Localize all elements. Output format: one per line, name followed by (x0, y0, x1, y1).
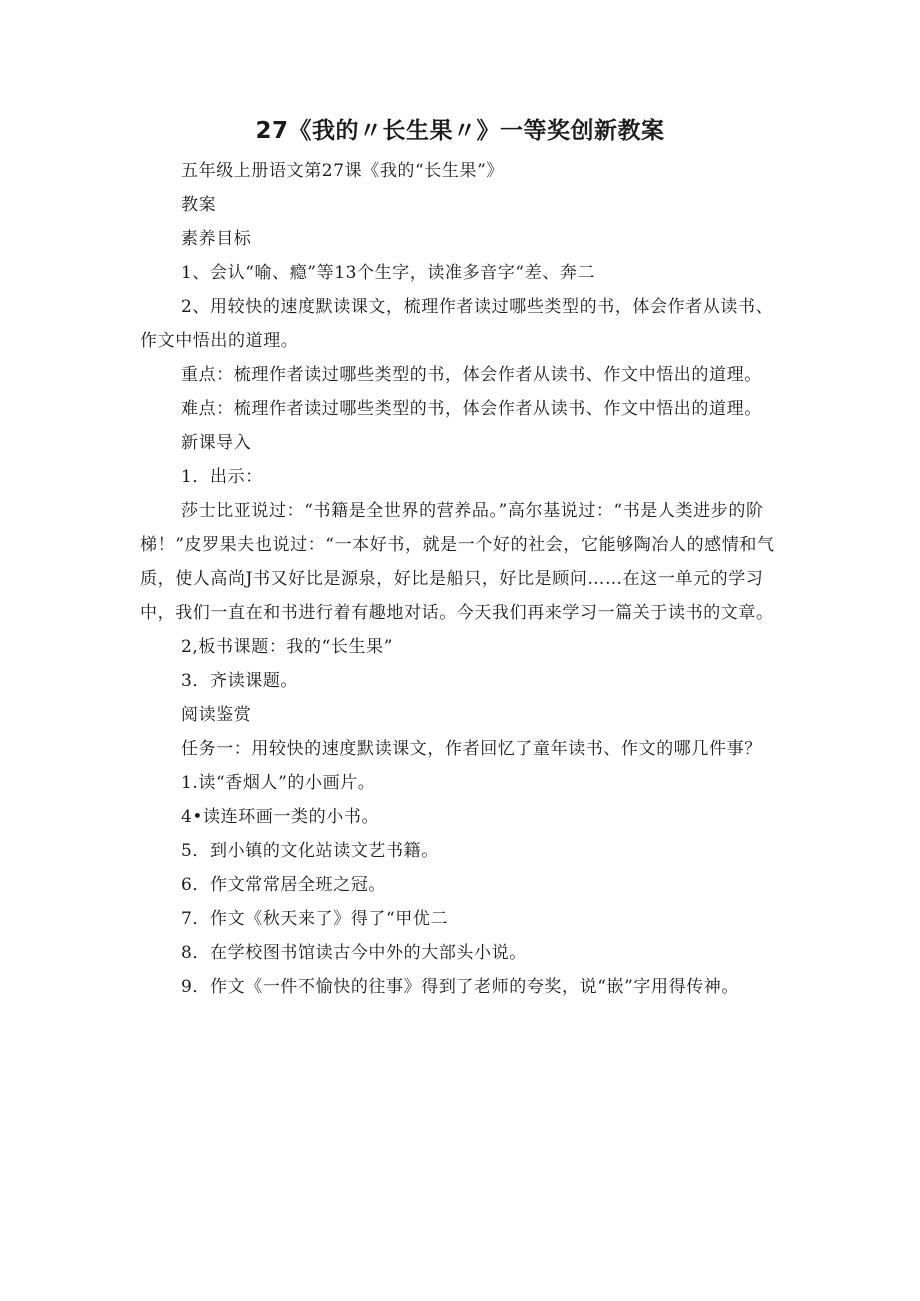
heading-reading-appreciation: 阅读鉴赏 (181, 705, 252, 725)
intro-step-3: 3．齐读课题。 (181, 671, 299, 691)
list-item: 7．作文《秋天来了》得了“甲优二 (181, 909, 449, 929)
intro-step-1: 1．出示： (181, 467, 263, 487)
heading-lesson-intro: 新课导入 (181, 433, 252, 453)
list-item: 1.读“香烟人”的小画片。 (181, 773, 376, 793)
difficult-point: 难点：梳理作者读过哪些类型的书，体会作者从读书、作文中悟出的道理。 (181, 399, 762, 419)
paragraph-lesson-plan: 教案 (181, 195, 217, 215)
paragraph-course-line: 五年级上册语文第27课《我的“长生果”》 (181, 161, 505, 181)
key-point: 重点：梳理作者读过哪些类型的书，体会作者从读书、作文中悟出的道理。 (181, 365, 762, 385)
task-one: 任务一：用较快的速度默读课文，作者回忆了童年读书、作文的哪几件事？ (181, 739, 762, 759)
goal-item-2: 2、用较快的速度默读课文，梳理作者读过哪些类型的书，体会作者从读书、作文中悟出的道理。 (140, 297, 774, 351)
list-item: 6．作文常常居全班之冠。 (181, 875, 387, 895)
document-body (140, 154, 785, 1004)
intro-quotes: 莎士比亚说过：“书籍是全世界的营养品。”高尔基说过：“书是人类进步的阶梯！”皮罗果夫也说过：“一本好书，就是一个好的社会，它能够陶冶人的感情和气质，使人高尚J书又好比是源泉，好比是船只，好比是顾问……在这一单元的学习中，我们一直在和书进行着有趣地对话。今天我们再来学习一篇关于读书的文章。 (140, 501, 775, 623)
heading-literacy-goals: 素养目标 (181, 229, 252, 249)
goal-item-1: 1、会认“喻、瘾”等13个生字，读准多音字“差、奔二 (181, 263, 596, 283)
list-item: 8．在学校图书馆读古今中外的大部头小说。 (181, 943, 527, 963)
list-item: 5．到小镇的文化站读文艺书籍。 (181, 841, 439, 861)
list-item: 9．作文《一件不愉快的往事》得到了老师的夸奖，说“嵌”字用得传神。 (181, 977, 739, 997)
list-item: 4•读连环画一类的小书。 (181, 807, 380, 827)
document-title: 27《我的〃长生果〃》一等奖创新教案 (255, 118, 665, 144)
intro-step-2: 2,板书课题：我的“长生果” (181, 637, 394, 657)
